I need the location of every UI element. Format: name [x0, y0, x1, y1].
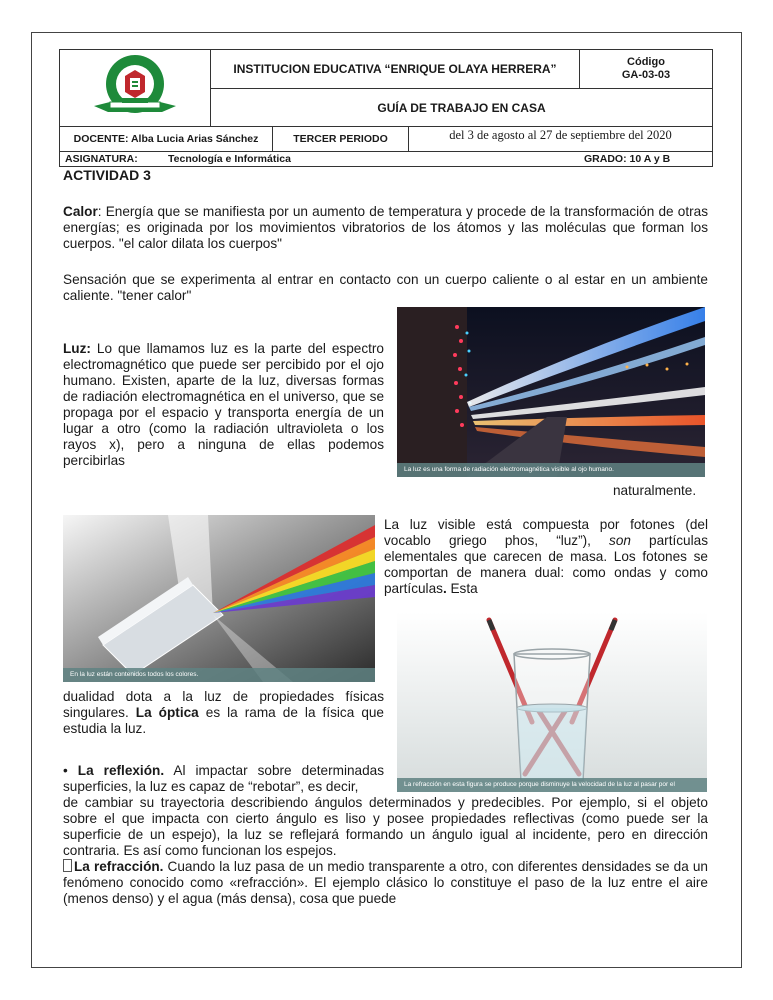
light-definition: Lo que llamamos luz es la parte del espectro electromagnético que puede ser percibido por el ojo humano. Existen, aparte de la luz, diversas formas de radiación electromagnética en el universo, que se propaga por el espacio y transporta energía de un lugar a otro (como la radiación ultravioleta o los rayos x), pero a ninguna de ellas podemos percibirlas — [63, 341, 384, 468]
optics-term: La óptica — [135, 705, 199, 720]
photons-esta: Esta — [446, 581, 478, 596]
duality-text-a: dualidad dota a la luz de propiedades físicas singulares. — [63, 689, 384, 720]
duality-text-b: es la rama de la física que estudia la luz. — [63, 705, 384, 736]
heat-paragraph — [63, 204, 708, 252]
refraction-term: La refracción. — [74, 859, 164, 874]
subject-value: Tecnología e Informática — [168, 153, 291, 165]
light-trails-illustration — [397, 307, 705, 477]
heat-definition: : Energía que se manifiesta por un aumento de temperatura y procede de la transformación de otras energías; es originada por los movimientos vibratorios de los átomos y las moléculas que forman los cuerpos. "el calor dilata los cuerpos" — [63, 204, 708, 251]
photons-text-b: partículas elementales que carecen de masa. Los fotones se comportan de manera dual: como ondas y como partículas — [384, 533, 708, 596]
activity-title: ACTIVIDAD 3 — [63, 167, 151, 183]
school-logo — [92, 52, 178, 124]
reflection-text-a: Al impactar sobre determinadas superficies, la luz es capaz de “rebotar”, es decir, — [63, 763, 384, 794]
light-paragraph — [63, 341, 384, 469]
refraction-bullet — [63, 859, 72, 872]
photons-text-a: La luz visible está compuesta por fotones (del vocablo griego phos, “luz”), — [384, 517, 708, 548]
heat-term: Calor — [63, 204, 98, 219]
heat-sensation: Sensación que se experimenta al entrar en contacto con un cuerpo caliente o al estar en un ambiente caliente. "tener calor" — [63, 272, 708, 303]
photons-paragraph — [384, 517, 708, 597]
reflection-bullet: • — [63, 763, 68, 778]
code-label: Código — [627, 56, 665, 68]
guide-title: GUÍA DE TRABAJO EN CASA — [210, 88, 713, 127]
subject-row — [59, 151, 713, 167]
glass-illustration — [397, 612, 707, 792]
glass-caption: La refracción en esta figura se produce porque disminuye la velocidad de la luz al pasar por el — [397, 778, 707, 792]
reflection-intro — [63, 763, 384, 795]
refraction-paragraph — [63, 859, 708, 907]
photons-period: . — [442, 581, 447, 596]
institution-name: INSTITUCION EDUCATIVA “ENRIQUE OLAYA HERRERA” — [210, 49, 580, 89]
date-range: del 3 de agosto al 27 de septiembre del 2020 — [408, 126, 713, 152]
light-paragraph-ending: naturalmente. — [613, 483, 697, 498]
reflection-term: La reflexión. — [77, 763, 165, 778]
light-trails-caption: La luz es una forma de radiación electromagnética visible al ojo humano. — [397, 463, 705, 477]
logo-cell — [59, 49, 211, 127]
grade-label: GRADO: 10 A y B — [584, 153, 671, 165]
prism-image — [63, 515, 375, 682]
reflection-paragraph: de cambiar su trayectoria describiendo ángulos determinados y predecibles. Por ejemplo, si el objeto sobre el que impacta con cierto ángulo es liso y posee propiedades reflectivas (como puede ser la superficie de un espejo), la luz se reflejará formando un ángulo igual al incidente, pero en dirección contraria. Es así como funcionan los espejos. — [63, 795, 708, 858]
period-label: TERCER PERIODO — [272, 126, 409, 152]
refraction-text: Cuando la luz pasa de un medio transparente a otro, con diferentes densidades se da un fenómeno conocido como «refracción». El ejemplo clásico lo constituye el paso de la luz entre el aire (menos denso) y el agua (más densa), cosa que puede — [63, 859, 708, 906]
code-value: GA-03-03 — [621, 69, 671, 81]
document-code-cell — [579, 49, 713, 89]
prism-caption: En la luz están contenidos todos los colores. — [63, 668, 375, 682]
glass-image — [397, 612, 707, 792]
light-term: Luz: — [63, 341, 91, 356]
subject-label: ASIGNATURA: — [65, 153, 138, 165]
light-trails-image — [397, 307, 705, 477]
prism-illustration — [63, 515, 375, 682]
duality-paragraph — [63, 689, 384, 737]
photons-son: son — [609, 533, 631, 548]
teacher-name: DOCENTE: Alba Lucia Arias Sánchez — [59, 126, 273, 152]
